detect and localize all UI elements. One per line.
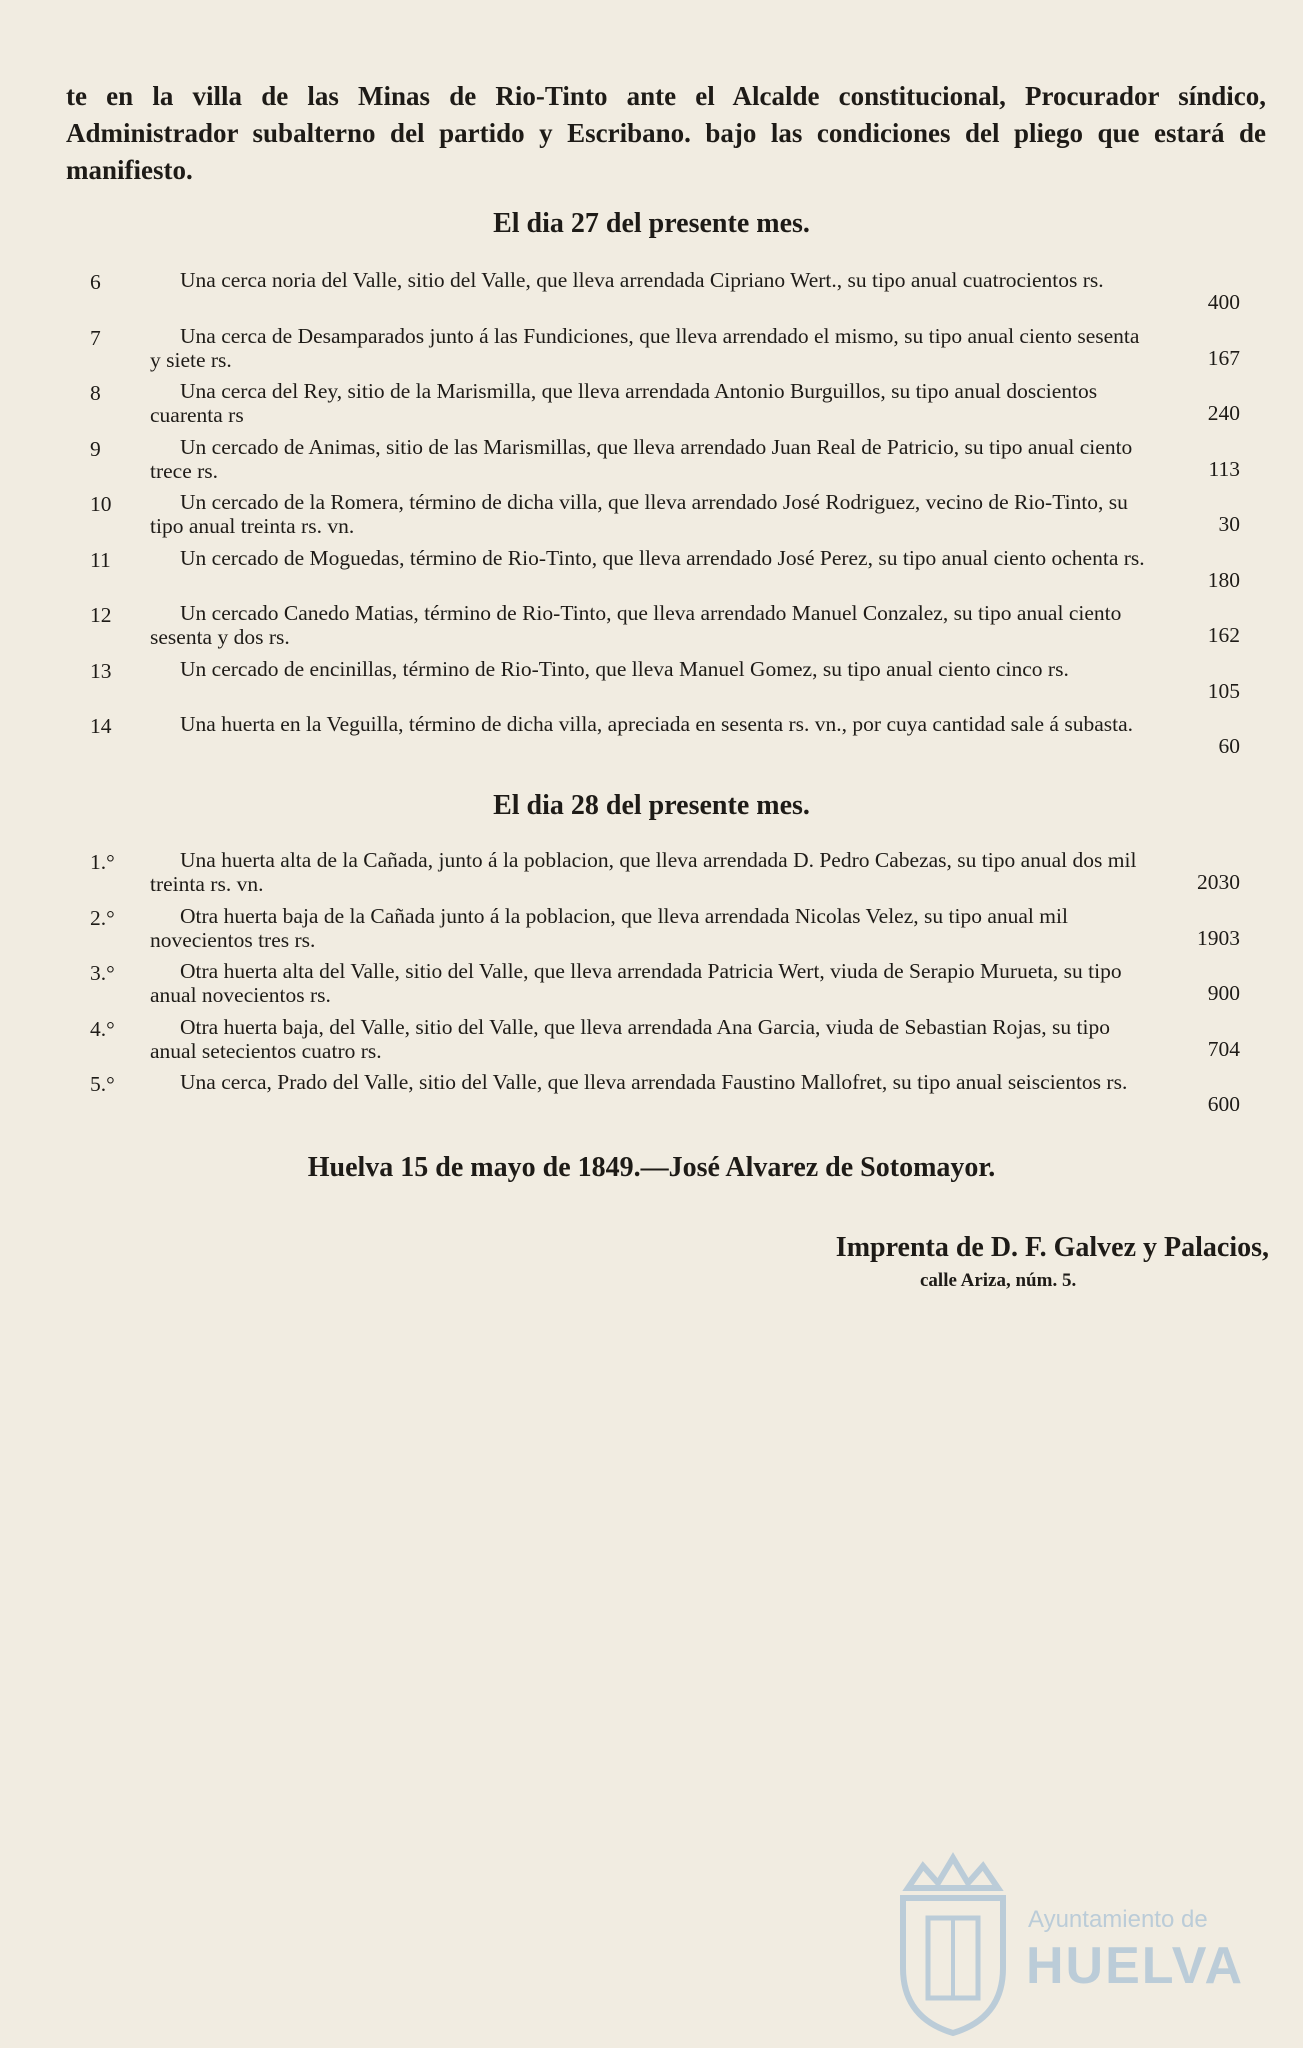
list-item — [90, 1070, 1290, 1126]
entry-amount: 167 — [1207, 345, 1240, 370]
entry-text: Una cerca de Desamparados junto á las Fundiciones, que lleva arrendado el mismo, su tipo anual ciento sesenta y siete rs. — [150, 323, 1140, 372]
list-item — [90, 490, 1290, 546]
watermark-seal — [888, 1848, 1268, 2038]
entry-amount: 60 — [1218, 734, 1240, 758]
watermark-line1: Ayuntamiento de — [1028, 1906, 1208, 1933]
entry-number: 8 — [90, 381, 101, 405]
list-item — [90, 904, 1290, 960]
entry-amount: 180 — [1207, 567, 1240, 592]
entry-text: Otra huerta alta del Valle, sitio del Valle, que lleva arrendada Patricia Wert, viuda de Serapio Murueta, su tipo anual novecientos rs. — [150, 959, 1122, 1007]
printer-name: Imprenta de D. F. Galvez y Palacios, — [835, 1232, 1269, 1263]
entry-amount: 105 — [1207, 678, 1240, 703]
section-heading-day-27: El dia 27 del presente mes. — [493, 208, 810, 239]
entry-amount: 30 — [1218, 512, 1240, 536]
entry-number: 1.° — [90, 850, 115, 874]
entry-number: 2.° — [90, 905, 115, 930]
entry-number: 6 — [90, 270, 101, 294]
intro-paragraph: te en la villa de las Minas de Rio-Tinto ante el Alcalde constitucional, Procurador síndico, Administrador subalterno del partido y Escribano. bajo las condiciones del pliego que estará de manifiesto. — [66, 81, 1266, 185]
list-item — [90, 848, 1290, 904]
entry-number: 11 — [90, 547, 111, 572]
entry-text: Otra huerta baja, del Valle, sitio del Valle, que lleva arrendada Ana Garcia, viuda de Sebastian Rojas, su tipo anual setecientos cuatro rs. — [150, 1014, 1110, 1063]
list-item — [90, 546, 1290, 602]
entry-amount: 900 — [1207, 981, 1240, 1005]
watermark-line2: HUELVA — [1026, 1937, 1245, 1995]
list-item — [90, 712, 1290, 768]
entry-number: 3.° — [90, 961, 115, 985]
entry-number: 10 — [90, 492, 112, 516]
list-item — [90, 268, 1290, 324]
entries-list-day-27 — [90, 268, 1290, 768]
entry-text: Un cercado de Moguedas, término de Rio-Tinto, que lleva arrendado José Perez, su tipo anual ciento ochenta rs. — [180, 545, 1145, 570]
entry-amount: 400 — [1207, 290, 1240, 314]
entry-text: Un cercado de Animas, sitio de las Marismillas, que lleva arrendado Juan Real de Patricio, su tipo anual ciento trece rs. — [150, 434, 1133, 483]
entry-amount: 2030 — [1197, 870, 1240, 894]
entry-number: 9 — [90, 436, 101, 461]
list-item — [90, 959, 1290, 1015]
entry-text: Una huerta en la Veguilla, término de dicha villa, apreciada en sesenta rs. vn., por cuya cantidad sale á subasta. — [180, 712, 1134, 736]
entries-list-day-28 — [90, 848, 1290, 1126]
entry-text: Otra huerta baja de la Cañada junto á la poblacion, que lleva arrendada Nicolas Velez, su tipo anual mil novecientos tres rs. — [150, 903, 1068, 952]
list-item — [90, 657, 1290, 713]
entry-number: 4.° — [90, 1016, 115, 1041]
entry-text: Un cercado de encinillas, término de Rio-Tinto, que lleva Manuel Gomez, su tipo anual ciento cinco rs. — [180, 656, 1069, 681]
printer-address: calle Ariza, núm. 5. — [920, 1270, 1077, 1291]
entry-amount: 113 — [1208, 456, 1240, 481]
section-heading-day-28: El dia 28 del presente mes. — [493, 790, 810, 821]
entry-amount: 240 — [1207, 401, 1240, 425]
entry-amount: 600 — [1207, 1092, 1240, 1116]
list-item — [90, 379, 1290, 435]
list-item — [90, 1015, 1290, 1071]
entry-number: 13 — [90, 658, 112, 683]
list-item — [90, 435, 1290, 491]
entry-text: Una huerta alta de la Cañada, junto á la poblacion, que lleva arrendada D. Pedro Cabezas, su tipo anual dos mil treinta rs. vn. — [150, 848, 1137, 896]
list-item — [90, 601, 1290, 657]
entry-number: 14 — [90, 714, 112, 738]
entry-text: Una cerca noria del Valle, sitio del Valle, que lleva arrendada Cipriano Wert., su tipo anual cuatrocientos rs. — [180, 268, 1104, 292]
entry-text: Una cerca, Prado del Valle, sitio del Valle, que lleva arrendada Faustino Mallofret, su tipo anual seiscientos rs. — [180, 1070, 1128, 1094]
entry-amount: 162 — [1207, 623, 1240, 647]
list-item — [90, 324, 1290, 380]
entry-number: 7 — [90, 325, 101, 350]
entry-number: 12 — [90, 603, 112, 627]
entry-text: Un cercado Canedo Matias, término de Rio-Tinto, que lleva arrendado Manuel Conzalez, su tipo anual ciento sesenta y dos rs. — [150, 601, 1122, 649]
entry-text: Un cercado de la Romera, término de dicha villa, que lleva arrendado José Rodriguez, vecino de Rio-Tinto, su tipo anual treinta rs. vn. — [150, 490, 1128, 538]
entry-number: 5.° — [90, 1072, 115, 1096]
crown-shield-icon — [888, 1848, 1018, 2038]
entry-text: Una cerca del Rey, sitio de la Marismilla, que lleva arrendada Antonio Burguillos, su tipo anual doscientos cuarenta rs — [150, 379, 1098, 427]
signature-line: Huelva 15 de mayo de 1849.—José Alvarez de Sotomayor. — [307, 1152, 996, 1183]
entry-amount: 704 — [1207, 1036, 1240, 1061]
entry-amount: 1903 — [1197, 925, 1240, 950]
